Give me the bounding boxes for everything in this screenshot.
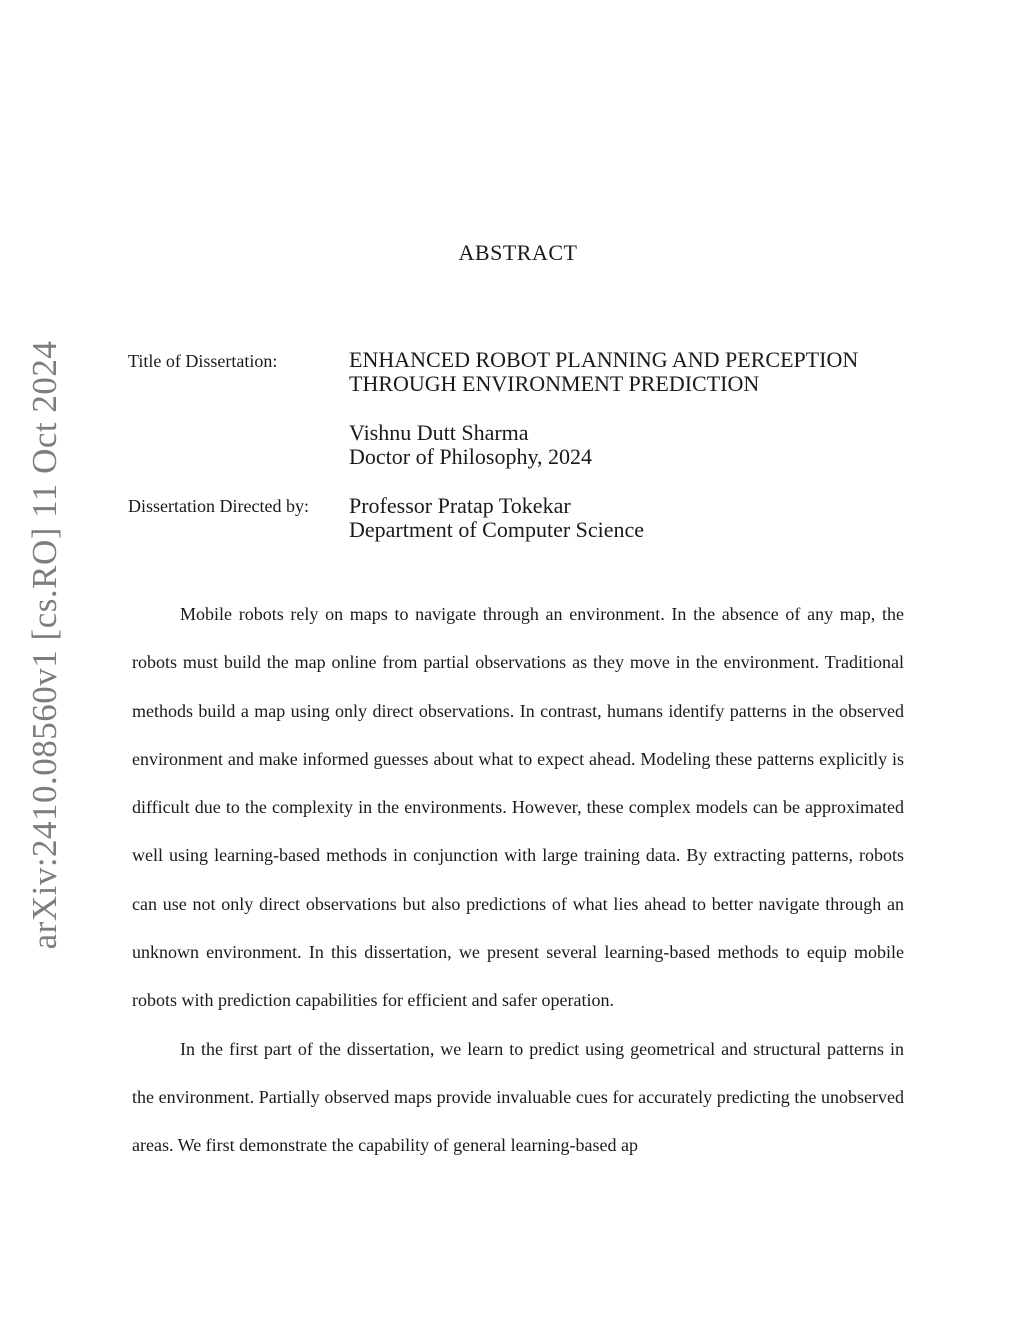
dissertation-title	[349, 348, 858, 396]
arxiv-stamp: arXiv:2410.08560v1 [cs.RO] 11 Oct 2024	[25, 340, 64, 950]
director-label: Dissertation Directed by:	[128, 496, 309, 516]
title-line-2: THROUGH ENVIRONMENT PREDICTION	[349, 371, 760, 396]
degree: Doctor of Philosophy, 2024	[349, 444, 593, 469]
director-block	[349, 494, 644, 542]
author-name: Vishnu Dutt Sharma	[349, 420, 529, 445]
director-name: Professor Pratap Tokekar	[349, 493, 571, 518]
abstract-paragraph: Mobile robots rely on maps to navigate through an environment. In the absence of any map, the robots must build the map online from partial observations as they move in the environment. Traditional methods build a map using only direct observations. In contrast, humans identify patterns in the observed environment and make informed guesses about what to expect ahead. Modeling these patterns explicitly is difficult due to the complexity in the environments. However, these complex models can be approximated well using learning-based methods in conjunction with large training data. By extracting patterns, robots can use not only direct observations but also predictions of what lies ahead to better navigate through an unknown environment. In this dissertation, we present several learning-based methods to equip mobile robots with prediction capabilities for efficient and safer operation.	[132, 604, 904, 1011]
author-block	[349, 421, 592, 469]
title-line-1: ENHANCED ROBOT PLANNING AND PERCEPTION	[349, 347, 859, 372]
abstract-heading: ABSTRACT	[458, 240, 578, 265]
abstract-body	[132, 590, 904, 1170]
abstract-paragraph: In the first part of the dissertation, we learn to predict using geometrical and structural patterns in the environment. Partially observed maps provide invaluable cues for accurately predicting the unobserved areas. We first demonstrate the capability of general learning-based ap	[132, 1038, 904, 1156]
title-label: Title of Dissertation:	[128, 351, 278, 371]
department: Department of Computer Science	[349, 517, 645, 542]
